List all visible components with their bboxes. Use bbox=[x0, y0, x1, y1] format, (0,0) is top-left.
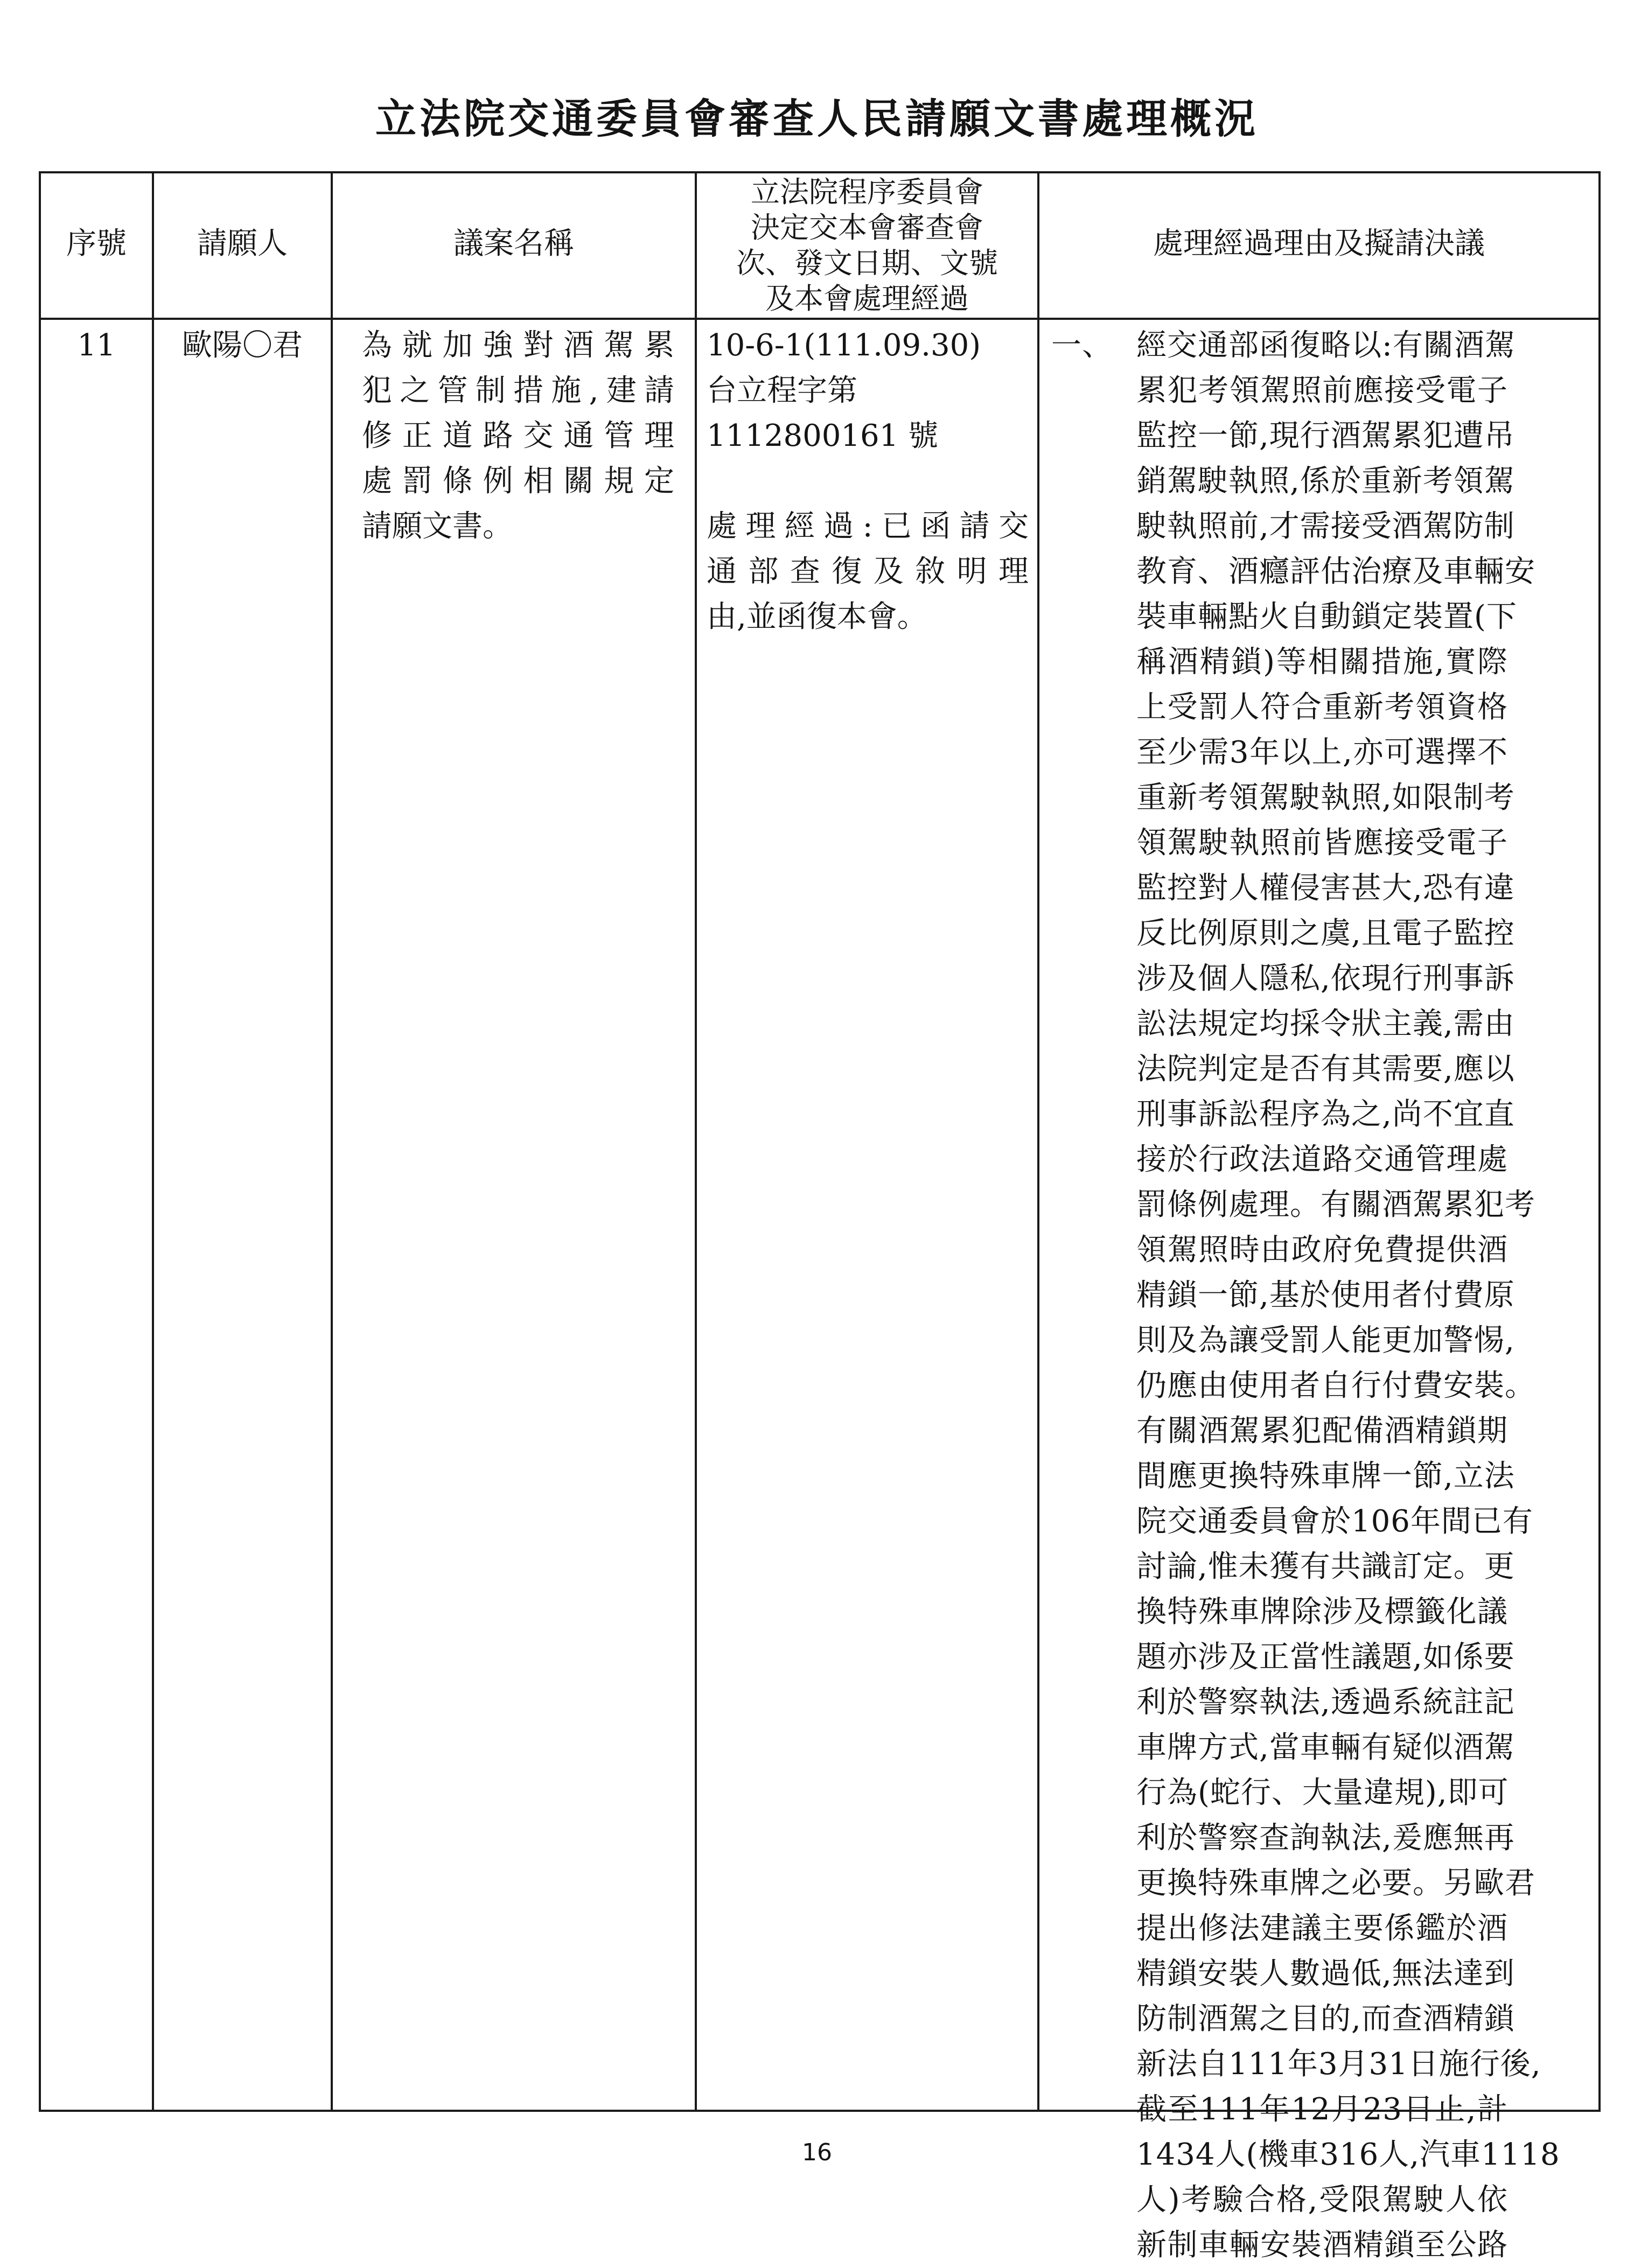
case-name-line: 為就加強對酒駕累 bbox=[362, 328, 675, 363]
row-reason-and-resolution bbox=[1051, 323, 1590, 2263]
header-serial-number: 序號 bbox=[66, 226, 127, 261]
reason-line: 監控對人權侵害甚大,恐有違 bbox=[1136, 871, 1515, 906]
reason-line: 新法自111年3月31日施行後, bbox=[1136, 2047, 1541, 2082]
reason-line: 仍應由使用者自行付費安裝。 bbox=[1136, 1368, 1535, 1403]
reason-line: 累犯考領駕照前應接受電子 bbox=[1136, 373, 1508, 408]
case-name-line: 處罰條例相關規定 bbox=[362, 464, 675, 499]
reason-line: 1434人(機車316人,汽車1118 bbox=[1136, 2137, 1560, 2172]
reason-line: 討論,惟未獲有共識訂定。更 bbox=[1136, 1549, 1515, 1584]
reason-line: 則及為讓受罰人能更加警惕, bbox=[1136, 1323, 1515, 1358]
procedure-line: 台立程字第 bbox=[707, 373, 857, 408]
reason-line: 經交通部函復略以:有關酒駕 bbox=[1136, 328, 1516, 363]
table-right-border bbox=[1598, 171, 1601, 2112]
table-left-border bbox=[39, 171, 41, 2112]
reason-line: 教育、酒癮評估治療及車輛安 bbox=[1136, 554, 1535, 589]
reason-line: 裝車輛點火自動鎖定裝置(下 bbox=[1136, 599, 1517, 634]
document-title: 立法院交通委員會審查人民請願文書處理概況 bbox=[375, 95, 1259, 143]
reason-line: 有關酒駕累犯配備酒精鎖期 bbox=[1136, 1413, 1508, 1448]
reason-line: 反比例原則之虞,且電子監控 bbox=[1136, 916, 1515, 951]
reason-line: 換特殊車牌除涉及標籤化議 bbox=[1136, 1594, 1508, 1629]
reason-text bbox=[1136, 323, 1560, 2268]
reason-line: 領駕照時由政府免費提供酒 bbox=[1136, 1233, 1508, 1268]
header-procedure bbox=[697, 174, 1037, 317]
reason-line: 罰條例處理。有關酒駕累犯考 bbox=[1136, 1187, 1535, 1222]
handling-line: 由,並函復本會。 bbox=[707, 599, 927, 634]
reason-item-marker: 一、 bbox=[1051, 328, 1113, 363]
reason-line: 訟法規定均採令狀主義,需由 bbox=[1136, 1006, 1515, 1041]
reason-line: 至少需3年以上,亦可選擇不 bbox=[1136, 735, 1508, 770]
procedure-line: 1112800161 號 bbox=[707, 418, 939, 453]
reason-line: 重新考領駕駛執照,如限制考 bbox=[1136, 780, 1515, 815]
reason-line: 防制酒駕之目的,而查酒精鎖 bbox=[1136, 2001, 1515, 2036]
header-petitioner: 請願人 bbox=[197, 226, 288, 261]
reason-line: 人)考驗合格,受限駕駛人依 bbox=[1136, 2182, 1508, 2217]
reason-line: 更換特殊車牌之必要。另歐君 bbox=[1136, 1866, 1535, 1901]
row-petitioner: 歐陽〇君 bbox=[182, 328, 303, 363]
header-case-name: 議案名稱 bbox=[453, 226, 574, 261]
reason-line: 領駕駛執照前皆應接受電子 bbox=[1136, 825, 1508, 860]
reason-line: 精鎖安裝人數過低,無法達到 bbox=[1136, 1956, 1515, 1991]
reason-line: 車牌方式,當車輛有疑似酒駕 bbox=[1136, 1730, 1515, 1765]
reason-line: 新制車輛安裝酒精鎖至公路 bbox=[1136, 2228, 1508, 2263]
column-divider bbox=[331, 171, 333, 2112]
header-bottom-border bbox=[39, 318, 1601, 320]
reason-line: 涉及個人隱私,依現行刑事訴 bbox=[1136, 961, 1515, 996]
handling-line: 處理經過:已函請交 bbox=[707, 509, 1030, 544]
handling-line: 通部查復及敘明理 bbox=[707, 554, 1030, 589]
reason-line: 精鎖一節,基於使用者付費原 bbox=[1136, 1278, 1515, 1313]
reason-line: 監控一節,現行酒駕累犯遭吊 bbox=[1136, 418, 1515, 453]
case-name-line: 修正道路交通管理 bbox=[362, 418, 675, 453]
column-divider bbox=[695, 171, 697, 2112]
reason-line: 稱酒精鎖)等相關措施,實際 bbox=[1136, 645, 1508, 680]
reason-line: 提出修法建議主要係鑑於酒 bbox=[1136, 1911, 1508, 1946]
reason-line: 題亦涉及正當性議題,如係要 bbox=[1136, 1640, 1515, 1675]
reason-line: 間應更換特殊車牌一節,立法 bbox=[1136, 1459, 1515, 1494]
column-divider bbox=[1037, 171, 1039, 2112]
header-procedure-line: 立法院程序委員會 bbox=[751, 175, 983, 209]
reason-line: 法院判定是否有其需要,應以 bbox=[1136, 1052, 1515, 1087]
column-divider bbox=[152, 171, 154, 2112]
reason-line: 駛執照前,才需接受酒駕防制 bbox=[1136, 509, 1515, 544]
reason-line: 截至111年12月23日止,計 bbox=[1136, 2092, 1508, 2127]
petition-table bbox=[39, 171, 1601, 2263]
reason-line: 院交通委員會於106年間已有 bbox=[1136, 1504, 1533, 1539]
header-procedure-line: 次、發文日期、文號 bbox=[736, 246, 998, 280]
header-procedure-line: 及本會處理經過 bbox=[765, 282, 969, 316]
reason-line: 利於警察查詢執法,爰應無再 bbox=[1136, 1821, 1515, 1856]
page-number: 16 bbox=[802, 2139, 832, 2166]
case-name-line: 犯之管制措施,建請 bbox=[362, 373, 675, 408]
reason-line: 上受罰人符合重新考領資格 bbox=[1136, 690, 1508, 725]
header-procedure-line: 決定交本會審查會 bbox=[751, 211, 983, 244]
header-reason-and-resolution: 處理經過理由及擬請決議 bbox=[1153, 226, 1485, 261]
case-name-line: 請願文書。 bbox=[362, 509, 513, 544]
reason-line: 接於行政法道路交通管理處 bbox=[1136, 1142, 1508, 1177]
reason-line: 刑事訴訟程序為之,尚不宜直 bbox=[1136, 1097, 1515, 1132]
reason-line: 利於警察執法,透過系統註記 bbox=[1136, 1685, 1515, 1720]
row-procedure bbox=[707, 323, 1030, 640]
row-case-name bbox=[362, 323, 675, 549]
reason-line: 銷駕駛執照,係於重新考領駕 bbox=[1136, 464, 1515, 499]
procedure-line: 10-6-1(111.09.30) bbox=[707, 328, 981, 363]
row-serial-number: 11 bbox=[77, 328, 116, 363]
reason-line: 行為(蛇行、大量違規),即可 bbox=[1136, 1775, 1509, 1810]
